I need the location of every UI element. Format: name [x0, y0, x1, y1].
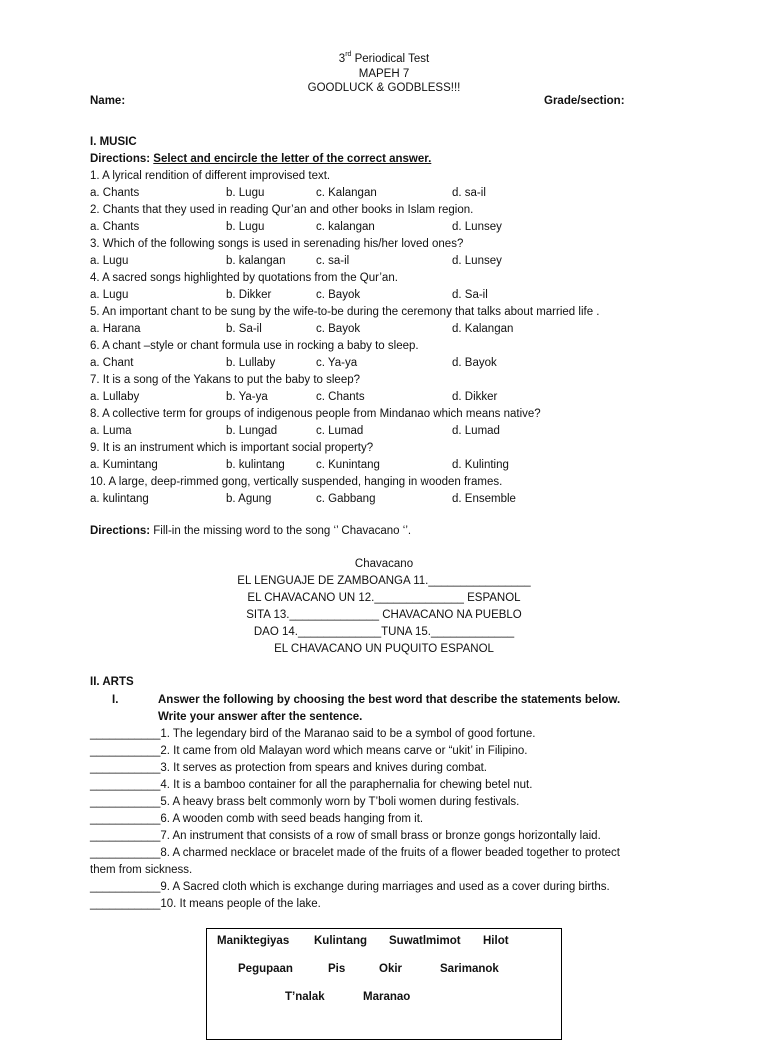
- answer-option[interactable]: c. Lumad: [316, 425, 364, 437]
- answer-option[interactable]: b. Lullaby: [226, 357, 276, 369]
- arts-item: ___________5. A heavy brass belt commonly worn by T’boli women during festivals.: [90, 796, 520, 808]
- answer-option[interactable]: a. Chant: [90, 357, 134, 369]
- arts-instruction-2: Write your answer after the sentence.: [158, 711, 363, 723]
- answer-option[interactable]: c. kalangan: [316, 221, 375, 233]
- answer-option[interactable]: b. Agung: [226, 493, 272, 505]
- song-line-2: EL CHAVACANO UN 12.______________ ESPANOL: [247, 592, 521, 604]
- answer-option[interactable]: c. Kalangan: [316, 187, 377, 199]
- song-title: Chavacano: [354, 558, 414, 570]
- song-line-1: EL LENGUAJE DE ZAMBOANGA 11.________________: [237, 575, 531, 587]
- question-text: 1. A lyrical rendition of different improvised text.: [90, 170, 331, 182]
- word-bank-item: Suwatlmimot: [389, 935, 461, 947]
- test-title: 3rd Periodical Test: [338, 51, 430, 65]
- question-text: 9. It is an instrument which is important social property?: [90, 442, 374, 454]
- answer-option[interactable]: a. Kumintang: [90, 459, 158, 471]
- word-bank-item: Pegupaan: [238, 963, 293, 975]
- answer-option[interactable]: a. Harana: [90, 323, 141, 335]
- answer-option[interactable]: b. kulintang: [226, 459, 285, 471]
- answer-option[interactable]: a. Chants: [90, 221, 140, 233]
- arts-sub-number: I.: [112, 694, 119, 706]
- word-bank-item: Sarimanok: [440, 963, 499, 975]
- question-text: 7. It is a song of the Yakans to put the baby to sleep?: [90, 374, 361, 386]
- answer-option[interactable]: b. Sa-il: [226, 323, 262, 335]
- question-text: 10. A large, deep-rimmed gong, vertically suspended, hanging in wooden frames.: [90, 476, 503, 488]
- answer-option[interactable]: a. Lugu: [90, 289, 129, 301]
- answer-option[interactable]: c. Gabbang: [316, 493, 376, 505]
- question-text: 6. A chant –style or chant formula use in rocking a baby to sleep.: [90, 340, 419, 352]
- arts-item: ___________10. It means people of the lake.: [90, 898, 321, 910]
- greeting: GOODLUCK & GODBLESS!!!: [307, 82, 461, 94]
- question-text: 2. Chants that they used in reading Qur’an and other books in Islam region.: [90, 204, 474, 216]
- answer-option[interactable]: b. Lungad: [226, 425, 278, 437]
- arts-item: ___________2. It came from old Malayan word which means carve or “ukit’ in Filipino.: [90, 745, 528, 757]
- song-line-5: EL CHAVACANO UN PUQUITO ESPANOL: [274, 643, 494, 655]
- directions-label: Directions:: [90, 153, 151, 165]
- answer-option[interactable]: a. Lugu: [90, 255, 129, 267]
- answer-option[interactable]: c. Ya-ya: [316, 357, 358, 369]
- answer-option[interactable]: d. Dikker: [452, 391, 498, 403]
- answer-option[interactable]: a. Lullaby: [90, 391, 140, 403]
- question-text: 4. A sacred songs highlighted by quotations from the Qur’an.: [90, 272, 398, 284]
- name-label: Name:: [90, 95, 126, 107]
- arts-instruction-1: Answer the following by choosing the best word that describe the statements below.: [158, 694, 621, 706]
- answer-option[interactable]: d. Kulinting: [452, 459, 509, 471]
- subject-title: MAPEH 7: [358, 68, 410, 80]
- arts-item: ___________7. An instrument that consists of a row of small brass or bronze gongs horizontally laid.: [90, 830, 601, 842]
- answer-option[interactable]: d. Lunsey: [452, 255, 502, 267]
- answer-option[interactable]: b. Lugu: [226, 221, 265, 233]
- music-directions: [90, 152, 431, 166]
- answer-option[interactable]: a. Luma: [90, 425, 132, 437]
- arts-item: ___________6. A wooden comb with seed beads hanging from it.: [90, 813, 424, 825]
- song-line-4: DAO 14._____________TUNA 15._____________: [253, 626, 515, 638]
- word-bank-item: T’nalak: [285, 991, 325, 1003]
- answer-option[interactable]: c. sa-il: [316, 255, 350, 267]
- answer-option[interactable]: d. Sa-il: [452, 289, 488, 301]
- answer-option[interactable]: b. kalangan: [226, 255, 286, 267]
- question-text: 5. An important chant to be sung by the wife-to-be during the ceremony that talks about married life .: [90, 306, 600, 318]
- word-bank-item: Okir: [379, 963, 403, 975]
- word-bank-item: Hilot: [483, 935, 509, 947]
- word-bank-item: Kulintang: [314, 935, 368, 947]
- question-text: 8. A collective term for groups of indigenous people from Mindanao which means native?: [90, 408, 541, 420]
- answer-option[interactable]: b. Dikker: [226, 289, 272, 301]
- answer-option[interactable]: d. Lumad: [452, 425, 500, 437]
- answer-option[interactable]: b. Lugu: [226, 187, 265, 199]
- arts-item: ___________8. A charmed necklace or bracelet made of the fruits of a flower beaded together to protect: [90, 847, 620, 859]
- answer-option[interactable]: d. Lunsey: [452, 221, 502, 233]
- answer-option[interactable]: c. Kunintang: [316, 459, 380, 471]
- answer-option[interactable]: c. Bayok: [316, 323, 361, 335]
- grade-section-label: Grade/section:: [544, 95, 625, 107]
- arts-heading: II. ARTS: [90, 676, 134, 688]
- arts-item: ___________1. The legendary bird of the Maranao said to be a symbol of good fortune.: [90, 728, 536, 740]
- answer-option[interactable]: d. Ensemble: [452, 493, 516, 505]
- answer-option[interactable]: a. Chants: [90, 187, 140, 199]
- answer-option[interactable]: d. Bayok: [452, 357, 497, 369]
- song-line-3: SITA 13.______________ CHAVACANO NA PUEBLO: [246, 609, 522, 621]
- answer-option[interactable]: a. kulintang: [90, 493, 149, 505]
- arts-item: them from sickness.: [90, 864, 193, 876]
- answer-option[interactable]: d. sa-il: [452, 187, 486, 199]
- answer-option[interactable]: c. Bayok: [316, 289, 361, 301]
- answer-option[interactable]: d. Kalangan: [452, 323, 514, 335]
- arts-item: ___________9. A Sacred cloth which is exchange during marriages and used as a cover during births.: [90, 881, 610, 893]
- directions-text: Select and encircle the letter of the correct answer.: [153, 153, 432, 165]
- word-bank-box: [206, 928, 562, 1040]
- word-bank-item: Maranao: [363, 991, 411, 1003]
- arts-item: ___________3. It serves as protection from spears and knives during combat.: [90, 762, 487, 774]
- music-heading: I. MUSIC: [90, 136, 137, 148]
- word-bank-item: Pis: [328, 963, 346, 975]
- answer-option[interactable]: b. Ya-ya: [226, 391, 268, 403]
- song-directions-text: Fill-in the missing word to the song ‘’ Chavacano ‘’.: [150, 525, 412, 537]
- answer-option[interactable]: c. Chants: [316, 391, 365, 403]
- question-text: 3. Which of the following songs is used in serenading his/her loved ones?: [90, 238, 464, 250]
- word-bank-item: Maniktegiyas: [217, 935, 290, 947]
- song-directions: Directions: Fill-in the missing word to the song ‘’ Chavacano ‘’.: [90, 525, 412, 537]
- arts-item: ___________4. It is a bamboo container for all the paraphernalia for chewing betel nut.: [90, 779, 533, 791]
